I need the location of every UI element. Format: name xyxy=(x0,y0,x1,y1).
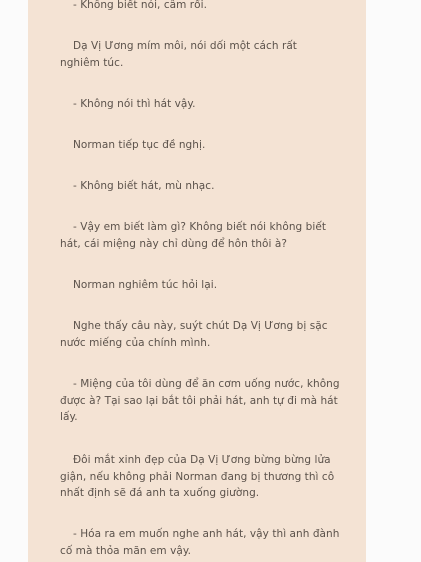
paragraph: - Không nói thì hát vậy. xyxy=(73,98,196,110)
reading-page xyxy=(28,0,366,562)
paragraph: - Không biết nói, câm rồi. xyxy=(73,0,207,11)
paragraph: Nghe thấy câu này, suýt chút Dạ Vị Ương bị sặc nước miếng của chính mình. xyxy=(60,320,328,349)
paragraph: Norman tiếp tục đề nghị. xyxy=(73,139,206,151)
paragraph: - Miệng của tôi dùng để ăn cơm uống nước, không được à? Tại sao lại bắt tôi phải hát, anh tự đi mà hát lấy. xyxy=(60,378,340,423)
paragraph: Đôi mắt xinh đẹp của Dạ Vị Ương bừng bừng lửa giận, nếu không phải Norman đang bị thương thì cô nhất định sẽ đá anh ta xuống giường. xyxy=(60,454,335,499)
paragraph: - Vậy em biết làm gì? Không biết nói không biết hát, cái miệng này chỉ dùng để hôn thôi à? xyxy=(60,221,327,250)
paragraph: - Không biết hát, mù nhạc. xyxy=(73,180,215,192)
paragraph: Norman nghiêm túc hỏi lại. xyxy=(73,279,218,291)
paragraph: - Hóa ra em muốn nghe anh hát, vậy thì anh đành cố mà thỏa mãn em vậy. xyxy=(60,528,340,557)
paragraph: Dạ Vị Ương mím môi, nói dối một cách rất nghiêm túc. xyxy=(60,40,297,69)
